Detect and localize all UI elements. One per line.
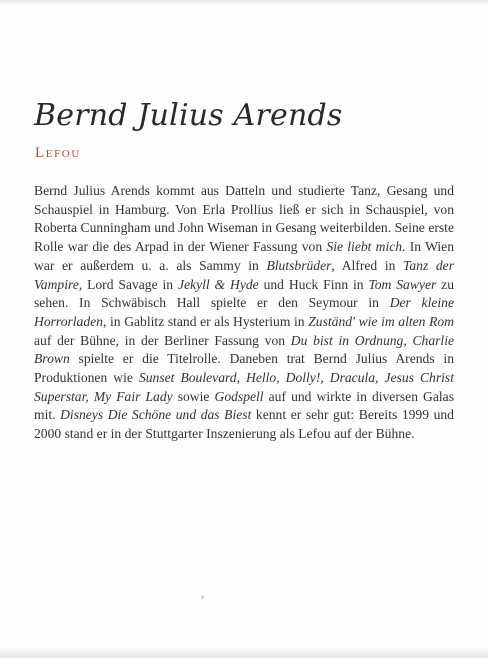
production-title: Godspell	[214, 388, 264, 404]
biography-paragraph	[34, 182, 454, 444]
production-title: Sie liebt mich.	[326, 239, 406, 255]
role-title: Lefou	[35, 145, 81, 161]
bio-text-run: zu sehen. In Schwäbisch Hall spielte er den Seymour in	[34, 276, 454, 311]
bio-text-run: sowie	[172, 388, 215, 404]
production-title: Du bist in Ordnung, Charlie Brown	[34, 332, 455, 367]
bottom-edge-shadow	[0, 646, 488, 658]
production-title: Tom Sawyer	[368, 276, 437, 292]
bio-text-run: , in Gablitz stand er als Hysterium in	[102, 313, 309, 329]
bio-text-run: Bernd Julius Arends kommt aus Datteln und studierte Tanz, Gesang und Schauspiel in Hamburg. Von Erla Prollius ließ er sich in Schauspiel, von Roberta Cunningham und John Wiseman in Gesang weiterbilden. Seine erste Rolle war die des Arpad in der Wiener Fassung von	[34, 183, 454, 255]
bio-text-run: und Huck Finn in	[258, 276, 369, 292]
bio-text-run: In Wien war er außerdem u. a. als Sammy in	[34, 239, 454, 273]
paper-speck-mark: ❜	[201, 595, 205, 606]
production-title: Sunset Boulevard, Hello, Dolly!, Dracula, Jesus Christ Superstar, My Fair Lady	[34, 370, 454, 404]
production-title: Blutsbrüder	[266, 257, 332, 273]
bio-text-run: kennt er sehr gut: Bereits 1999 und 2000 stand er in der Stuttgarter Inszenierung als Lefou auf der Bühne.	[34, 407, 454, 442]
production-title: Tanz der Vampire,	[34, 257, 454, 292]
production-title: Zuständ' wie im alten Rom	[308, 313, 454, 329]
production-title: Jekyll & Hyde	[177, 276, 259, 292]
top-edge-shadow	[0, 0, 488, 6]
bio-text-run: spielte er die Titelrolle. Daneben trat Bernd Julius Arends in Produktionen wie	[34, 351, 454, 386]
bio-text-run: auf der Bühne, in der Berliner Fassung von	[34, 332, 291, 348]
production-title: Disneys Die Schöne und das Biest	[60, 407, 252, 423]
bio-text-run: auf und wirkte in diversen Galas mit.	[34, 388, 454, 423]
production-title: Der kleine Horrorladen	[34, 295, 454, 329]
performer-name: Bernd Julius Arends	[34, 98, 343, 133]
bio-text-run: Lord Savage in	[82, 276, 178, 292]
bio-text-run: , Alfred in	[331, 257, 404, 273]
